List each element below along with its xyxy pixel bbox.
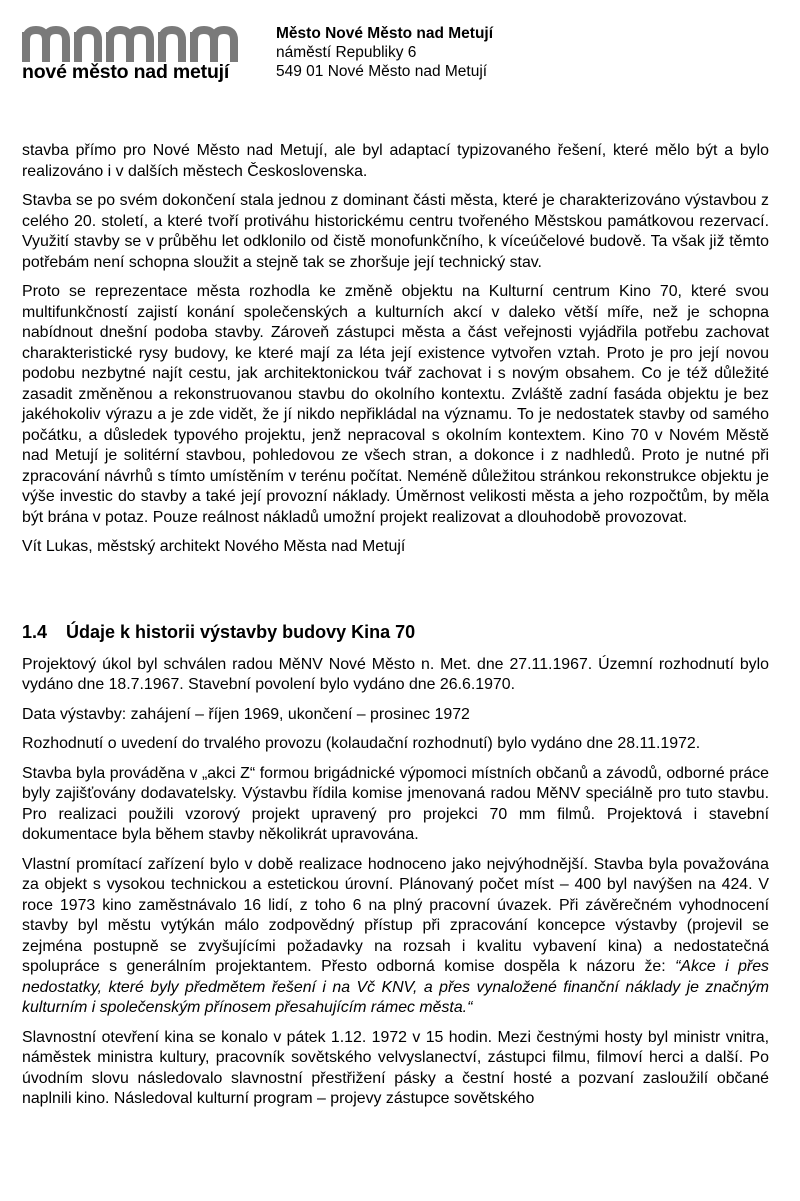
logo-text: nové město nad metují bbox=[22, 61, 230, 83]
section-heading bbox=[22, 620, 769, 644]
paragraph: Slavnostní otevření kina se konalo v pátek 1.12. 1972 v 15 hodin. Mezi čestnými hosty byl ministr vnitra, náměstek ministra kultury, pracovník sovětského velvyslanectví, zástupci filmu, filmoví herci a další. Po úvodním slovu následovalo slavnostní přestřižení pásky a čestní hosté a pozvaní zasloužilí občané naplnili kino. Následoval kulturní program – projevy zástupce sovětského bbox=[22, 1028, 769, 1107]
author-signature: Vít Lukas, městský architekt Nového Města nad Metují bbox=[22, 538, 406, 555]
street-address: náměstí Republiky 6 bbox=[276, 44, 417, 61]
city-logo bbox=[22, 26, 242, 84]
document-body bbox=[22, 141, 769, 1119]
logo-mark-icon bbox=[22, 26, 242, 62]
paragraph-with-quote bbox=[22, 855, 769, 1019]
section-title: Údaje k historii výstavby budovy Kina 70 bbox=[66, 621, 416, 642]
paragraph-text: Vlastní promítací zařízení bylo v době realizace hodnoceno jako nejvýhodnější. Stavba byla považována za objekt s vysokou technickou a estetickou úrovní. Plánovaný počet míst – 400 byl navýšen na 424. V roce 1973 kino zaměstnávalo 16 lidí, z toho 6 na plný pracovní úvazek. Při závěrečném vyhodnocení stavby byl městu vytýkán málo zodpovědný přístup při zpracování koncepce výstavby (projevil se zejména postupně se zvyšujícími požadavky na rozsah i kvalitu vybavení kina) a nedostatečná spolupráce s generálním projektantem. Přesto odborná komise dospěla k názoru že: bbox=[22, 855, 769, 975]
paragraph: Stavba se po svém dokončení stala jednou z dominant části města, které je charakterizováno výstavbou z celého 20. století, a které tvoří protiváhu historickému centru tvořeného Městskou památkovou rezervací. Využití stavby se v průběhu let odklonilo od čistě monofunkčního, k víceúčelové budově. Ta však již těmto potřebám není schopna sloužit a stejně tak se zhoršuje její technický stav. bbox=[22, 192, 769, 271]
city-address: 549 01 Nové Město nad Metují bbox=[276, 63, 488, 80]
paragraph: Rozhodnutí o uvedení do trvalého provozu (kolaudační rozhodnutí) bylo vydáno dne 28.11.1972. bbox=[22, 735, 701, 752]
paragraph: Projektový úkol byl schválen radou MěNV Nové Město n. Met. dne 27.11.1967. Územní rozhodnutí bylo vydáno dne 18.7.1967. Stavební povolení bylo vydáno dne 26.6.1970. bbox=[22, 655, 769, 693]
city-name: Město Nové Město nad Metují bbox=[276, 25, 494, 42]
address-block bbox=[276, 24, 493, 81]
section-number: 1.4 bbox=[22, 621, 48, 642]
paragraph: Proto se reprezentace města rozhodla ke změně objektu na Kulturní centrum Kino 70, které svou multifunkčností zajistí konání společenských a kulturních akcí v daleko větší míře, než je schopna nabídnout dnešní podoba stavby. Zároveň zástupci města a část veřejnosti vyjádřila potřebu zachovat charakteristické rysy budovy, ke které mají za léta její existence vytvořen vztah. Proto je pro její novou podobu nezbytné najít cestu, jak architektonickou tvář zachovat i s novým obsahem. Co je též důležité zasadit změněnou a rekonstruovanou stavbu do okolního kontextu. Zvláště zadní fasáda objektu je bez jakéhokoliv výrazu a je zde vidět, že jí nikdo nepřikládal na významu. To je nedostatek stavby od samého počátku, a důsledek typového projektu, jenž nepracoval s okolním kontextem. Kino 70 v Novém Městě nad Metují je solitérní stavbou, pohledovou ze všech stran, a dokonce i z nadhledů. Proto je nutné při zpracování návrhů s tímto umístěním v terénu počítat. Neméně důležitou stránkou rekonstrukce objektu je výše investic do stavby a také její provozní náklady. Úměrnost velikosti města a jeho rozpočtům, by měla být brána v potaz. Pouze reálnost nákladů umožní projekt realizovat a dlouhodobě provozovat. bbox=[22, 283, 769, 526]
quote-text: “Akce i přes nedostatky, které byly předmětem řešení i na Vč KNV, a přes vynaložené finanční náklady je značným kulturním i společenským přínosem přesahujícím rámec města.“ bbox=[22, 958, 769, 1016]
paragraph: Stavba byla prováděna v „akci Z“ formou brigádnické výpomoci místních občanů a závodů, odborné práce byly zajišťovány dodavatelsky. Výstavbu řídila komise jmenovaná radou MěNV speciálně pro tuto stavbu. Pro realizaci použili vzorový projekt upravený pro projekci 70 mm filmů. Projektová i stavební dokumentace byla během stavby několikrát upravována. bbox=[22, 764, 769, 843]
paragraph: Data výstavby: zahájení – říjen 1969, ukončení – prosinec 1972 bbox=[22, 705, 470, 723]
paragraph: stavba přímo pro Nové Město nad Metují, ale byl adaptací typizovaného řešení, které mělo být a bylo realizováno i v dalších městech Československa. bbox=[22, 142, 769, 180]
